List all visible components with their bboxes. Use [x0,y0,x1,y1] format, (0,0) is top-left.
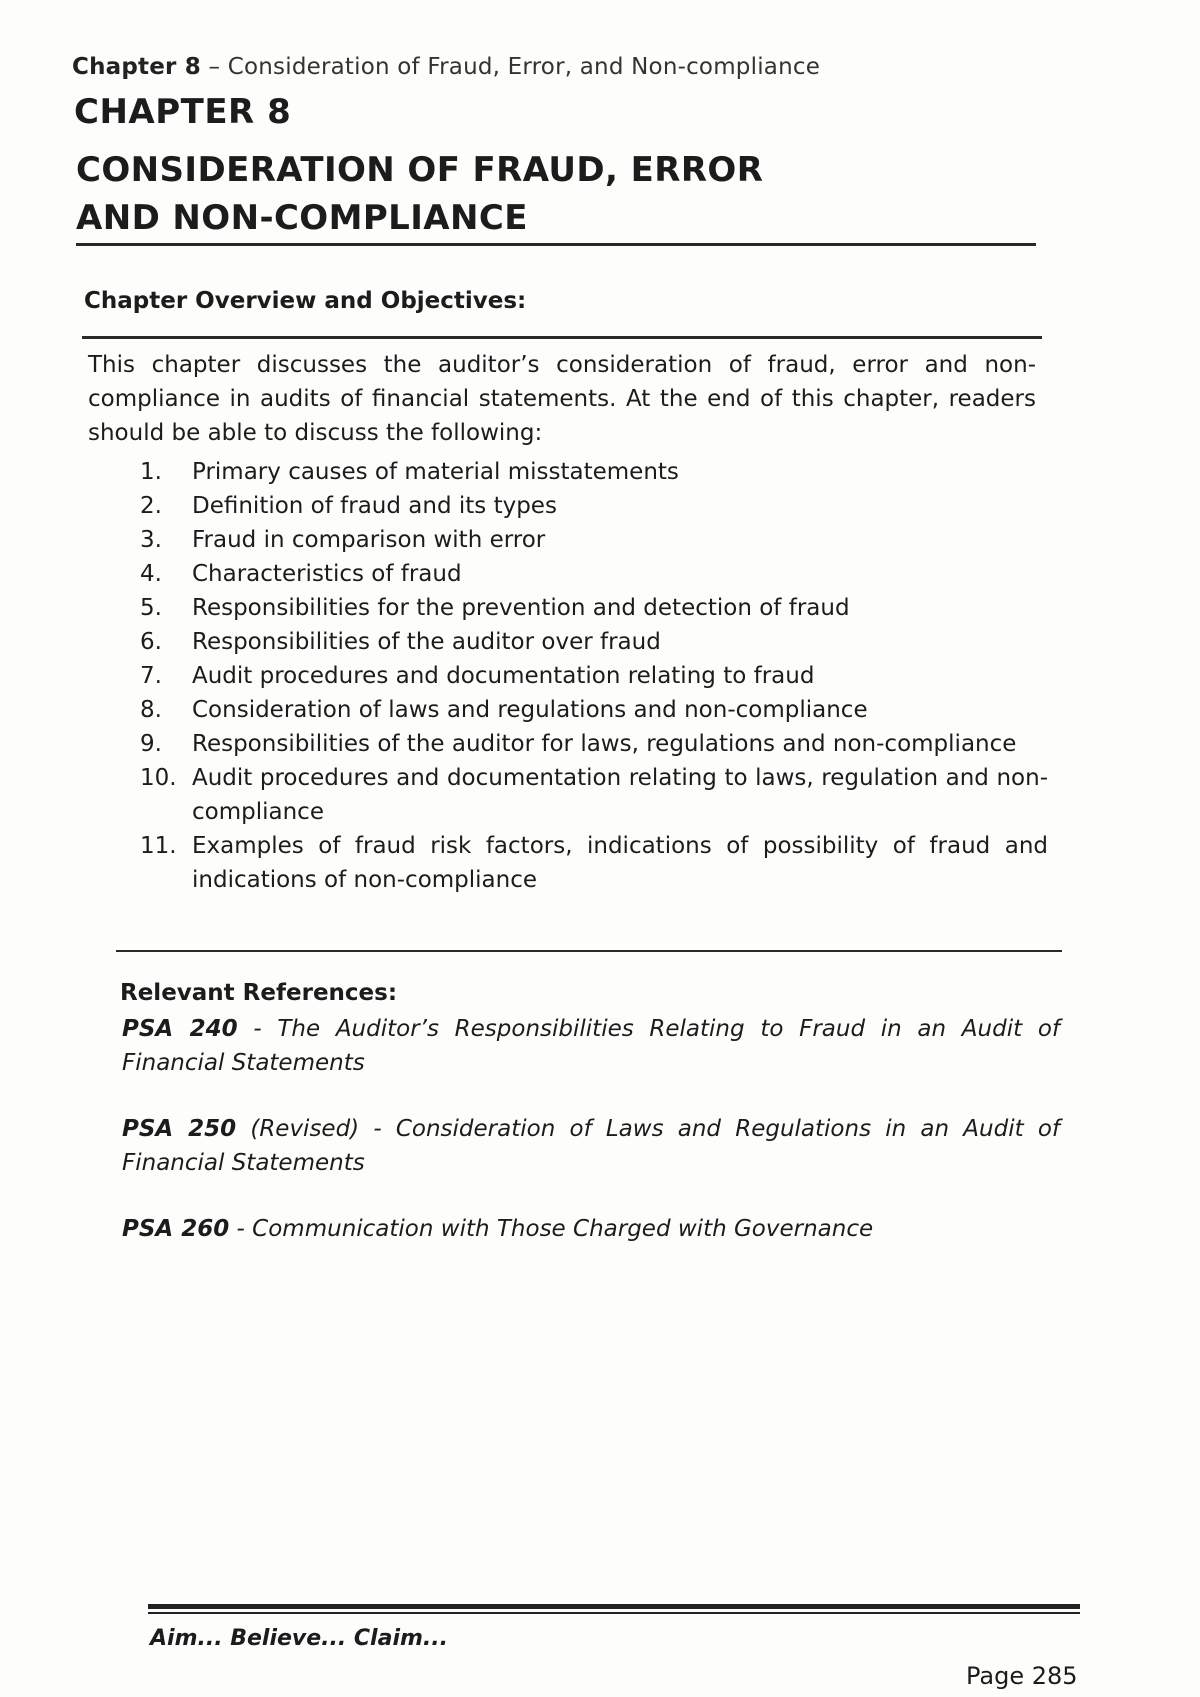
reference-item [122,1012,1060,1080]
footer-divider-thin [148,1612,1080,1614]
objective-number: 1. [140,459,162,485]
objectives-list [140,455,1048,897]
reference-code: PSA 240 [122,1016,238,1042]
objective-text: Characteristics of fraud [192,561,462,587]
reference-item [122,1112,1060,1180]
objective-text: Responsibilities of the auditor over fraud [192,629,661,655]
objective-text: Primary causes of material misstatements [192,459,679,485]
objective-text: Audit procedures and documentation relating to laws, regulation and non-compliance [192,765,1048,825]
objective-number: 11. [140,833,177,859]
overview-heading: Chapter Overview and Objectives: [84,288,527,314]
objective-number: 2. [140,493,162,519]
footer-divider-thick [148,1604,1080,1609]
running-header-title: Consideration of Fraud, Error, and Non-compliance [227,54,821,80]
objective-text: Definition of fraud and its types [192,493,557,519]
objective-item [140,489,1048,523]
objective-number: 3. [140,527,162,553]
running-header-separator: – [201,54,228,80]
objectives-divider [116,950,1062,952]
objective-text: Consideration of laws and regulations and non-compliance [192,697,868,723]
running-header [72,54,820,80]
objective-number: 8. [140,697,162,723]
title-divider [76,243,1036,246]
chapter-title-line-1: CONSIDERATION OF FRAUD, ERROR [76,150,764,190]
chapter-number: CHAPTER 8 [74,92,292,132]
objective-text: Responsibilities for the prevention and detection of fraud [192,595,850,621]
objective-number: 6. [140,629,162,655]
footer-tagline: Aim... Believe... Claim... [150,1626,448,1651]
objective-item [140,455,1048,489]
reference-text: (Revised) - Consideration of Laws and Regulations in an Audit of Financial Statements [122,1116,1060,1176]
objective-item [140,659,1048,693]
objective-item [140,523,1048,557]
page-number: Page 285 [966,1662,1078,1690]
reference-code: PSA 250 [122,1116,237,1142]
reference-text: - The Auditor’s Responsibilities Relating to Fraud in an Audit of Financial Statements [122,1016,1060,1076]
objective-number: 4. [140,561,162,587]
objective-number: 5. [140,595,162,621]
objective-number: 7. [140,663,162,689]
running-header-label: Chapter 8 [72,54,201,80]
chapter-title [76,146,763,242]
objective-item [140,829,1048,897]
objective-item [140,761,1048,829]
objective-item [140,625,1048,659]
objective-text: Examples of fraud risk factors, indications of possibility of fraud and indications of non-compliance [192,833,1048,893]
objective-number: 9. [140,731,162,757]
references-heading: Relevant References: [120,980,398,1006]
objective-text: Audit procedures and documentation relating to fraud [192,663,815,689]
reference-code: PSA 260 [122,1216,230,1242]
objective-item [140,693,1048,727]
reference-item [122,1212,1060,1246]
objective-number: 10. [140,765,177,791]
chapter-title-line-2: AND NON-COMPLIANCE [76,198,528,238]
overview-divider [82,336,1042,339]
overview-intro: This chapter discusses the auditor’s consideration of fraud, error and non-compliance in audits of financial statements. At the end of this chapter, readers should be able to discuss the following: [88,352,1036,446]
objective-item [140,591,1048,625]
objective-text: Responsibilities of the auditor for laws, regulations and non-compliance [192,731,1017,757]
objective-item [140,557,1048,591]
objective-item [140,727,1048,761]
reference-text: - Communication with Those Charged with Governance [229,1216,874,1242]
objective-text: Fraud in comparison with error [192,527,546,553]
